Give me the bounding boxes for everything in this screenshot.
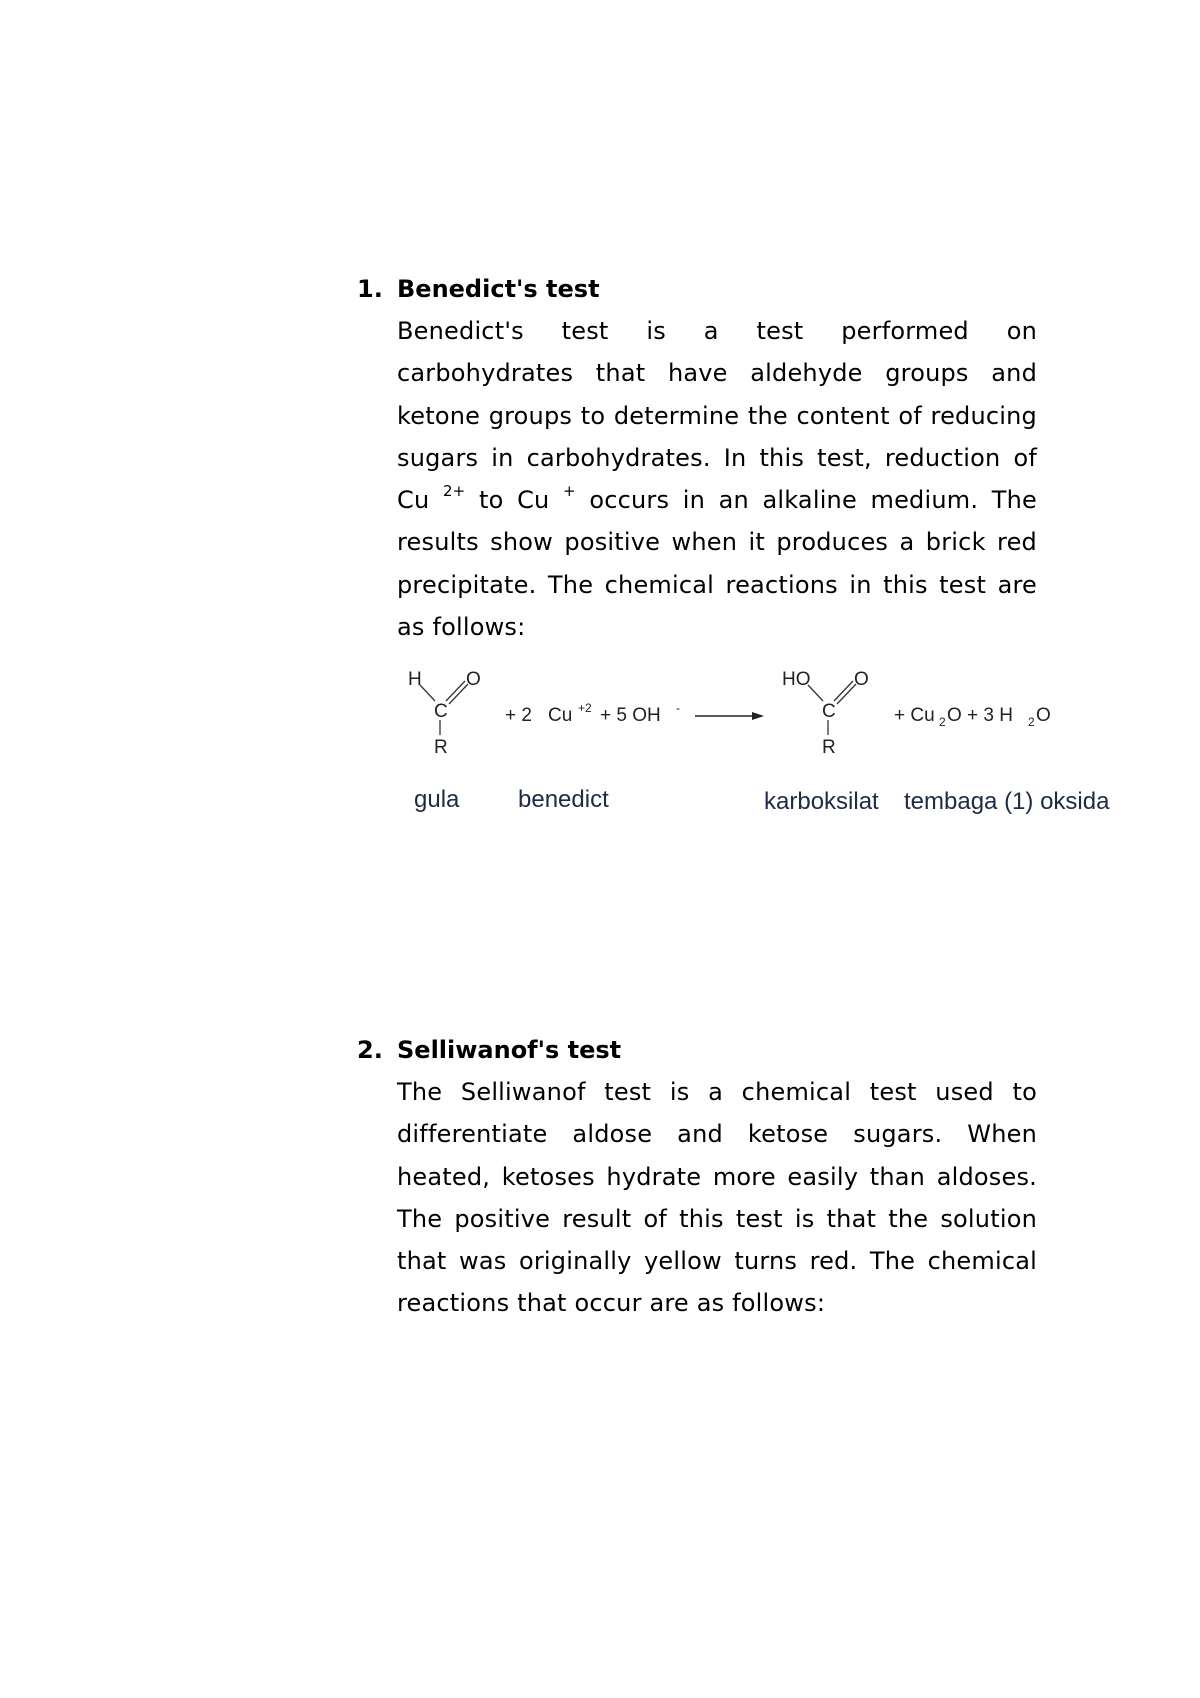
- bond-line: [808, 685, 823, 701]
- reagents: [505, 701, 680, 726]
- subscript: 2: [1028, 715, 1035, 729]
- reagent-plus: + 2: [505, 705, 532, 726]
- arrow-head-icon: [752, 712, 764, 720]
- section-benedict: [357, 268, 1037, 648]
- section-selliwanof: [357, 1029, 1037, 1325]
- section-number: 1.: [357, 275, 383, 303]
- paragraph-text: Benedict's test is a test performed on carbohydrates that have aldehyde groups and ketone groups to determine the content of reducing sugars in carbohydrates. In this test, reduction of Cu: [397, 317, 1037, 515]
- superscript-charge: 2+: [442, 482, 466, 501]
- reagent-oh: + 5 OH: [600, 705, 661, 726]
- section-paragraph: The Selliwanof test is a chemical test used to differentiate aldose and ketose sugars. When heated, ketoses hydrate more easily than aldoses. The positive result of this test is that the solution that was originally yellow turns red. The chemical reactions that occur are as follows:: [397, 1078, 1037, 1318]
- byproduct-water: O + 3 H: [947, 705, 1013, 726]
- superscript-charge: +: [563, 482, 576, 501]
- section-title: Benedict's test: [397, 275, 600, 303]
- paragraph-text: to Cu: [479, 486, 550, 515]
- reaction-diagram: [390, 665, 1150, 830]
- caption-benedict: benedict: [518, 786, 609, 813]
- atom-r: R: [822, 737, 836, 758]
- section-title: Selliwanof's test: [397, 1036, 622, 1064]
- product-structure: [782, 669, 869, 758]
- section-heading: [357, 1029, 1037, 1071]
- oh-charge: -: [676, 701, 680, 715]
- atom-h: H: [408, 669, 422, 690]
- atom-ho: HO: [782, 669, 811, 690]
- bond-line: [420, 685, 435, 701]
- section-number: 2.: [357, 1036, 383, 1064]
- caption-tembaga-oksida: tembaga (1) oksida: [904, 788, 1110, 815]
- byproduct-plus-cu: + Cu: [894, 705, 935, 726]
- atom-c: C: [434, 701, 448, 722]
- paragraph-text: occurs in an alkaline medium. The results show positive when it produces a brick red precipitate. The chemical reactions in this test are as follows:: [397, 486, 1037, 642]
- atom-c: C: [822, 701, 836, 722]
- atom-r: R: [434, 737, 448, 758]
- atom-o: O: [854, 669, 869, 690]
- cu-charge: +2: [578, 701, 592, 715]
- subscript: 2: [939, 715, 946, 729]
- reaction-arrow: [695, 712, 764, 720]
- atom-o: O: [466, 669, 481, 690]
- caption-karboksilat: karboksilat: [764, 788, 879, 815]
- reaction-captions: [414, 786, 1110, 815]
- caption-gula: gula: [414, 786, 460, 813]
- reactant-structure: [408, 669, 481, 758]
- section-paragraph: [397, 310, 1037, 648]
- byproduct-o: O: [1036, 705, 1051, 726]
- section-heading: [357, 268, 1037, 310]
- reagent-cu: Cu: [548, 705, 573, 726]
- byproducts: [894, 705, 1051, 729]
